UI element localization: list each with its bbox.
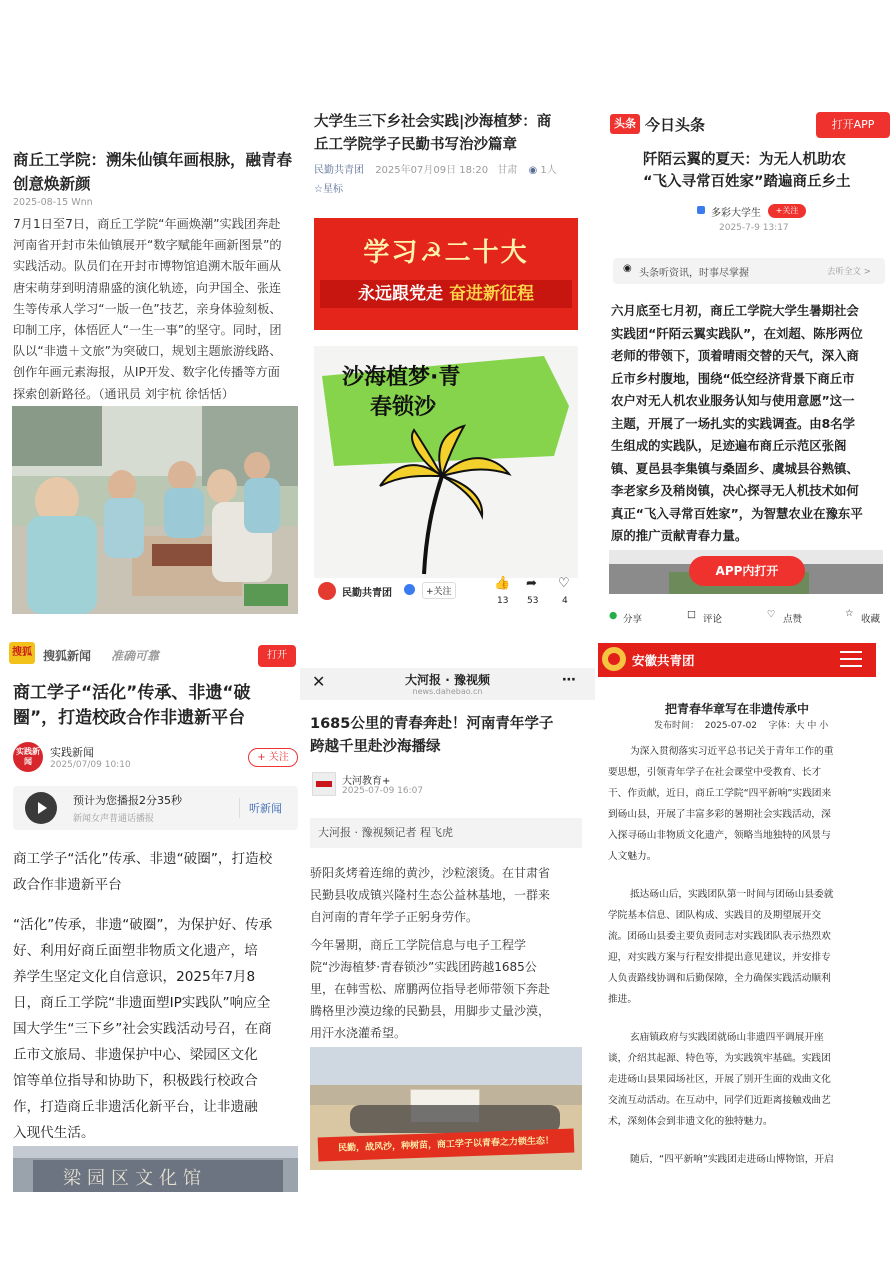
like-count: 13	[497, 596, 509, 606]
article-card-sohu	[5, 640, 300, 1200]
top-bar	[598, 643, 876, 677]
text-line: 人负责路线协调和后勤保障，全力确保实践活动顺利	[608, 973, 831, 984]
text-line: 今年暑期，商丘工学院信息与电子工程学	[310, 938, 527, 952]
app-name: 今日头条	[645, 116, 706, 134]
article-title: 大学生三下乡社会实践|沙海植梦：商	[314, 114, 552, 130]
text-line: 作，打造商丘非遗活化新平台，让非遗融	[13, 1099, 258, 1115]
party-banner	[314, 218, 578, 330]
poster-title-cont: 春锁沙	[370, 395, 437, 420]
text-line: 主题，开展了一场扎实的实践调查。由8名学	[611, 415, 856, 431]
article-title-cont: 创意焕新颜	[13, 175, 91, 193]
share-icon[interactable]: ➦	[526, 576, 537, 591]
text-line: 生等传承人学习“一版一色”技艺，亲身体验刻板、	[13, 301, 282, 316]
like-icon[interactable]: 👍	[494, 576, 511, 591]
text-line: 随后，“四平新响”实践团走进砀山博物馆，开启	[630, 1154, 834, 1165]
article-title-cont: 圈”，打造校政合作非遗新平台	[13, 708, 246, 728]
text-line: 7月1日至7日，商丘工学院“年画焕潮”实践团奔赴	[13, 217, 281, 231]
text-line: 馆等单位指导和协助下，积极践行校政合	[13, 1073, 258, 1089]
text-line: 玄庙镇政府与实践团就砀山非遗四平调展开座	[630, 1032, 824, 1043]
article-body	[13, 214, 300, 405]
audio-player[interactable]	[13, 786, 298, 830]
share-icon[interactable]: ●	[609, 610, 618, 621]
article-card-anhui-youth	[598, 643, 883, 1165]
comment-label[interactable]: 评论	[703, 614, 723, 625]
star-icon: ☆	[314, 184, 323, 195]
text-line: 民勤县收成镇兴隆村生态公益林基地，一群来	[310, 888, 551, 902]
text-line: 政合作非遗新平台	[13, 877, 122, 893]
text-line: 唐宋萌芽到明清鼎盛的演化轨迹，向尹国全、张连	[13, 280, 282, 295]
star-button[interactable]: ☆星标	[314, 184, 343, 195]
author-name[interactable]: 多彩大学生	[711, 208, 761, 219]
text-line: 探索创新路径。（通讯员 刘宇杭 徐恬恬）	[13, 386, 235, 401]
text-line: 实践活动。队员们在开封市博物馆追溯木版年画从	[13, 259, 282, 274]
text-line: 农户对无人机农业服务认知与使用意愿”这一	[611, 393, 855, 408]
photo-cultural-center	[13, 1146, 298, 1192]
text-line: 为深入贯彻落实习近平总书记关于青年工作的重	[630, 746, 834, 757]
text-line: 好、利用好商丘面塑非物质文化遗产，培	[13, 943, 258, 959]
share-label[interactable]: 分享	[623, 614, 643, 625]
text-line: 国大学生“三下乡”社会实践活动号召，在商	[13, 1021, 272, 1037]
like-icon[interactable]: ♡	[767, 609, 776, 620]
poster-title: 沙海植梦·青	[342, 365, 461, 390]
article-title: 商工学子“活化”传承、非遗“破	[13, 683, 251, 703]
text-line: “活化”传承，非遗“破圈”，为保护好、传承	[13, 917, 273, 933]
text-line: 院“沙海植梦·青春锁沙”实践团跨越1685公	[310, 960, 537, 974]
menu-icon[interactable]	[840, 650, 862, 668]
listen-button[interactable]: 听新闻	[249, 802, 282, 815]
favorite-label[interactable]: 收藏	[861, 614, 881, 625]
article-title-cont: 跨越千里赴沙海播绿	[310, 739, 441, 755]
like-label[interactable]: 点赞	[783, 614, 803, 625]
text-line: 腾格里沙漠边缘的民勤县，用脚步丈量沙漠，	[310, 1004, 551, 1018]
text-line: 人文魅力。	[608, 851, 657, 862]
article-title-cont: 丘工学院学子民勤书写治沙篇章	[314, 137, 517, 153]
paragraph-2	[310, 934, 592, 1044]
text-line: 流。团砀山县委主要负责同志对实践团队表示热烈欢	[608, 931, 831, 942]
article-body	[611, 300, 889, 548]
article-card-dahebao	[300, 668, 595, 1173]
text-line: 走进砀山县果园场社区，开展了别开生面的戏曲文化	[608, 1074, 831, 1085]
follow-button[interactable]: + 关注	[248, 748, 298, 767]
follow-button[interactable]: +关注	[422, 582, 456, 599]
text-line: 丘市文旅局、非遗保护中心、梁园区文化	[13, 1047, 258, 1063]
article-meta: 发布时间： 2025-07-02 字体：大 中 小	[654, 721, 829, 731]
text-line: 谈，介绍其起源、特色等，为实践筑牢基础。实践团	[608, 1053, 831, 1064]
poster-sand-tree	[314, 346, 578, 578]
article-card-minqin	[310, 100, 590, 615]
text-line: 老师的带领下，顶着晴雨交替的天气，深入商	[611, 348, 859, 363]
text-line: 日，商丘工学院“非遗面塑IP实践队”响应全	[13, 995, 271, 1011]
text-line: 交流互动活动。在互动中，同学们近距离接触戏曲艺	[608, 1095, 831, 1106]
favorite-icon[interactable]: ☆	[845, 608, 854, 619]
text-line: 要思想，引领青年学子在社会课堂中受教育、长才	[608, 767, 822, 778]
site-domain: news.dahebao.cn	[412, 687, 483, 696]
article-title: 把青春华章写在非遗传承中	[664, 702, 809, 716]
banner-line2: 永远跟党走 奋进新征程	[320, 280, 572, 308]
author-name[interactable]: 实践新闻	[50, 746, 94, 759]
text-line: 河南省开封市朱仙镇展开“数字赋能年画新图景”的	[13, 238, 282, 253]
youth-league-logo	[602, 647, 626, 671]
photo-desert-team	[310, 1047, 582, 1170]
text-line: 真正“飞入寻常百姓家”，为智慧农业在豫东平	[611, 505, 863, 521]
text-line: 队以“非遗＋文旅”为突破口，规划主题旅游线路、	[13, 344, 282, 359]
account-name[interactable]: 民勤共青团	[342, 588, 392, 599]
text-line: 实践团“阡陌云翼实践队”，在刘超、陈彤两位	[611, 325, 863, 341]
headphone-icon: ◉	[623, 263, 632, 274]
article-card-shangqiu-nianhua	[10, 140, 300, 615]
author-name[interactable]: 大河教育+	[342, 776, 391, 787]
listener-count: 1人	[540, 165, 557, 176]
article-meta: 2025-08-15 Wnn	[13, 197, 93, 208]
text-line: 养学生坚定文化自信意识，2025年7月8	[13, 969, 256, 985]
text-line: 生组成的实践队，足迹遍布商丘示范区张阁	[611, 438, 847, 453]
sohu-logo: 搜狐	[9, 642, 35, 664]
publish-place: 甘肃	[497, 165, 518, 176]
text-line: 镇、夏邑县李集镇与桑固乡、虞城县谷熟镇、	[611, 460, 859, 476]
comment-icon[interactable]: □	[687, 609, 696, 620]
article-title: 阡陌云翼的夏天：为无人机助农	[643, 152, 846, 168]
text-line: 干、作贡献，近日，商丘工学院“四平新响”实践团来	[608, 788, 832, 799]
source-link[interactable]: 民勤共青团	[314, 165, 364, 176]
headphone-icon: ◉	[528, 165, 538, 176]
audio-text: 头条听资讯，时事尽掌握	[639, 268, 749, 279]
open-in-app-button[interactable]: APP内打开	[689, 556, 805, 586]
text-line: 学院基本信息、团队构成、实践目的及期望展开交	[608, 910, 822, 921]
text-line: 里，在韩雪松、席鹏两位指导老师带领下奔赴	[310, 982, 551, 996]
text-line: 术，深刻体会到非遗文化的独特魅力。	[608, 1116, 773, 1127]
article-card-toutiao	[605, 108, 890, 630]
brand-name: 搜狐新闻	[43, 649, 92, 663]
text-line: 迎，对实践方案与行程安排提出意见建议，并安排专	[608, 952, 831, 963]
publish-time: 2025年07月09日 18:20	[375, 165, 489, 176]
text-line: 商工学子“活化”传承、非遗“破圈”，打造校	[13, 851, 273, 867]
publish-date: 2025-07-09 16:07	[342, 786, 424, 796]
article-title: 商丘工学院：溯朱仙镇年画根脉，融青春	[13, 151, 293, 169]
audio-sub: 新闻女声普通话播报	[73, 814, 155, 824]
action-bar	[609, 608, 889, 628]
brand-slogan: 准确可靠	[111, 649, 160, 663]
publish-date: 2025/07/09 10:10	[50, 760, 131, 770]
text-line: 丘市乡村腹地，围绕“低空经济背景下商丘市	[611, 370, 855, 386]
account-bar	[314, 578, 586, 612]
text-line: 原的推广贡献青春力量。	[611, 528, 748, 543]
text-line: 自河南的青年学子正躬身劳作。	[310, 910, 479, 924]
share-count: 53	[527, 596, 539, 606]
org-name: 安徽共青团	[632, 653, 695, 668]
photo-printing-workshop	[12, 406, 298, 614]
open-app-button[interactable]: 打开APP	[816, 112, 890, 138]
site-name: 大河报 · 豫视频	[405, 673, 490, 687]
text-line: 抵达砀山后，实践团队第一时间与团砀山县委就	[630, 889, 834, 900]
author-avatar	[312, 772, 336, 796]
reporter-line: 大河报 · 豫视频记者 程飞虎	[310, 818, 582, 848]
photo-strip	[609, 550, 883, 594]
article-title: 1685公里的青春奔赴！河南青年学子	[310, 716, 554, 732]
audio-link[interactable]: 去听全文 >	[827, 267, 871, 277]
open-button[interactable]: 打开	[258, 645, 296, 667]
author-avatar	[697, 206, 705, 214]
toutiao-logo-badge: 头条	[610, 114, 640, 134]
publish-date: 2025-7-9 13:17	[719, 223, 789, 233]
text-line: 入现代生活。	[13, 1125, 95, 1141]
heart-count: 4	[562, 596, 568, 606]
paragraph-1	[310, 862, 592, 928]
top-bar	[300, 668, 595, 700]
audio-bar[interactable]	[613, 258, 885, 284]
article-body	[13, 912, 303, 1146]
account-avatar	[318, 582, 336, 600]
author-avatar: 实践新闻	[13, 742, 43, 772]
text-line: 李老家乡及稍岗镇，决心探寻无人机技术如何	[611, 483, 859, 498]
text-line: 到砀山县，开展了丰富多彩的暑期社会实践活动，深	[608, 809, 831, 820]
team-banner: 民勤，战风沙，种树苗，商工学子以青春之力锁生态！	[318, 1129, 575, 1162]
text-line: 入探寻砀山非物质文化遗产，领略当地独特的风景与	[608, 830, 831, 841]
text-line: 推进。	[608, 994, 638, 1005]
article-meta-row	[314, 161, 557, 176]
text-line: 六月底至七月初，商丘工学院大学生暑期社会	[611, 303, 859, 318]
verified-icon	[404, 584, 415, 595]
text-line: 创作年画元素海报，从IP开发、数字化传播等方面	[13, 365, 280, 380]
banner-line1: 学习☭二十大	[363, 238, 529, 268]
heart-icon[interactable]: ♡	[558, 576, 570, 591]
text-line: 用汗水浇灌希望。	[310, 1026, 407, 1040]
text-line: 骄阳炙烤着连绵的黄沙，沙粒滚烫。在甘肃省	[310, 866, 551, 880]
more-icon[interactable]: ⋯	[562, 672, 576, 688]
follow-button[interactable]: +关注	[768, 204, 806, 218]
article-title-cont: “飞入寻常百姓家”踏遍商丘乡土	[643, 174, 851, 190]
play-icon[interactable]	[25, 792, 57, 824]
building-sign: 梁园区文化馆	[63, 1168, 207, 1189]
text-line: 印制工序，体悟匠人“一生一事”的坚守。同时，团	[13, 323, 282, 338]
lead-paragraph	[13, 846, 303, 898]
close-icon[interactable]: ✕	[312, 672, 326, 691]
audio-title: 预计为您播报2分35秒	[73, 794, 182, 807]
